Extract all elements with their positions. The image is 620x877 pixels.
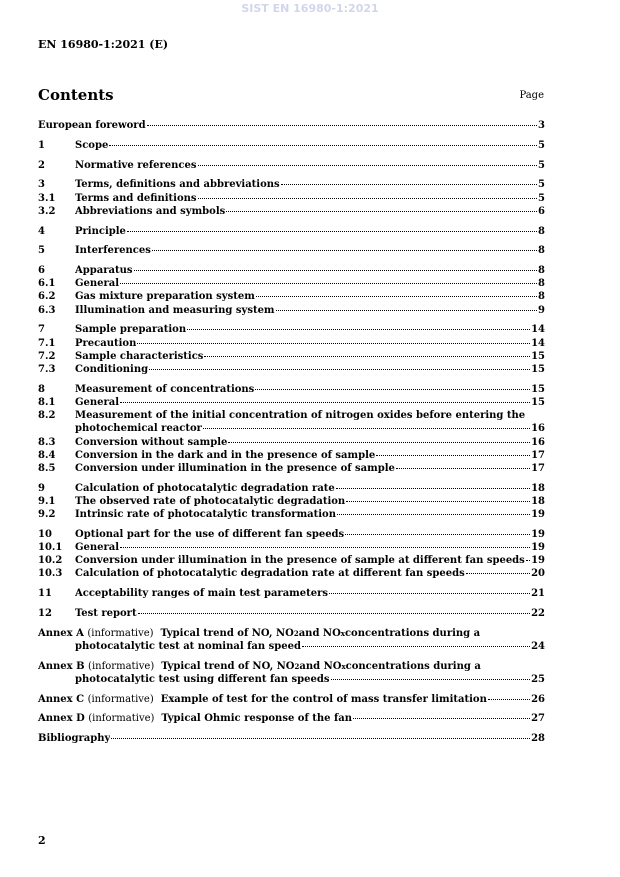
toc-entry-10-2[interactable]: 10.2 Conversion under illumination in the presence of sample at different fan speeds 19 (38, 555, 545, 567)
toc-entry-foreword[interactable]: European foreword 3 (38, 120, 545, 131)
toc-entry-9[interactable]: 9 Calculation of photocatalytic degradation rate 18 (38, 482, 545, 494)
toc-entry-11[interactable]: 11 Acceptability ranges of main test parameters 21 (38, 588, 545, 600)
toc-entry-8-2-cont[interactable]: photochemical reactor 16 (75, 423, 545, 435)
toc-entry-8-2[interactable]: 8.2 Measurement of the initial concentration of nitrogen oxides before entering the (38, 410, 526, 422)
page-title: Contents (38, 86, 114, 104)
document-id: EN 16980-1:2021 (E) (38, 38, 169, 51)
watermark: SIST EN 16980-1:2021 (241, 2, 379, 15)
toc-annex-b[interactable]: Annex B (informative) Typical trend of NO, NO 2 and NO x concentrations during a (38, 660, 481, 672)
toc-annex-a[interactable]: Annex A (informative) Typical trend of NO, NO 2 and NO x concentrations during a (38, 627, 481, 639)
toc-entry-4[interactable]: 4 Principle 8 (38, 225, 545, 237)
toc-entry-8-5[interactable]: 8.5 Conversion under illumination in the presence of sample 17 (38, 462, 545, 474)
toc-entry-2[interactable]: 2 Normative references 5 (38, 159, 545, 171)
toc-entry-1[interactable]: 1 Scope 5 (38, 139, 545, 151)
toc-annex-c[interactable]: Annex C (informative) Example of test for the control of mass transfer limitation 26 (38, 693, 545, 705)
toc-entry-12[interactable]: 12 Test report 22 (38, 607, 545, 619)
toc-entry-7-2[interactable]: 7.2 Sample characteristics 15 (38, 350, 545, 362)
toc-entry-5[interactable]: 5 Interferences 8 (38, 245, 545, 257)
page-column-label: Page (519, 90, 544, 101)
toc-entry-3-2[interactable]: 3.2 Abbreviations and symbols 6 (38, 205, 545, 217)
toc-entry-10-3[interactable]: 10.3 Calculation of photocatalytic degradation rate at different fan speeds 20 (38, 568, 545, 580)
toc-annex-b-cont[interactable]: photocatalytic test using different fan speeds 25 (75, 673, 545, 685)
toc-entry-6-3[interactable]: 6.3 Illumination and measuring system 9 (38, 304, 545, 316)
toc-annex-a-cont[interactable]: photocatalytic test at nominal fan speed 24 (75, 640, 545, 652)
toc-entry-10[interactable]: 10 Optional part for the use of different fan speeds 19 (38, 528, 545, 540)
toc-entry-3[interactable]: 3 Terms, definitions and abbreviations 5 (38, 179, 545, 191)
toc-entry-6-1[interactable]: 6.1 General 8 (38, 278, 545, 290)
toc-entry-7-3[interactable]: 7.3 Conditioning 15 (38, 363, 545, 375)
toc-entry-8[interactable]: 8 Measurement of concentrations 15 (38, 383, 545, 395)
toc-entry-3-1[interactable]: 3.1 Terms and definitions 5 (38, 192, 545, 204)
toc-entry-7[interactable]: 7 Sample preparation 14 (38, 324, 545, 336)
toc-entry-9-1[interactable]: 9.1 The observed rate of photocatalytic degradation 18 (38, 495, 545, 507)
page-number: 2 (38, 834, 46, 847)
table-of-contents (38, 119, 545, 745)
toc-entry-7-1[interactable]: 7.1 Precaution 14 (38, 337, 545, 349)
toc-entry-9-2[interactable]: 9.2 Intrinsic rate of photocatalytic transformation 19 (38, 509, 545, 521)
toc-entry-8-3[interactable]: 8.3 Conversion without sample 16 (38, 436, 545, 448)
toc-entry-10-1[interactable]: 10.1 General 19 (38, 542, 545, 553)
toc-annex-d[interactable]: Annex D (informative) Typical Ohmic response of the fan 27 (38, 713, 545, 725)
toc-entry-6-2[interactable]: 6.2 Gas mixture preparation system 8 (38, 291, 545, 303)
toc-entry-8-4[interactable]: 8.4 Conversion in the dark and in the presence of sample 17 (38, 449, 545, 461)
toc-entry-bibliography[interactable]: Bibliography 28 (38, 733, 545, 745)
toc-entry-6[interactable]: 6 Apparatus 8 (38, 265, 545, 277)
toc-entry-8-1[interactable]: 8.1 General 15 (38, 396, 545, 408)
